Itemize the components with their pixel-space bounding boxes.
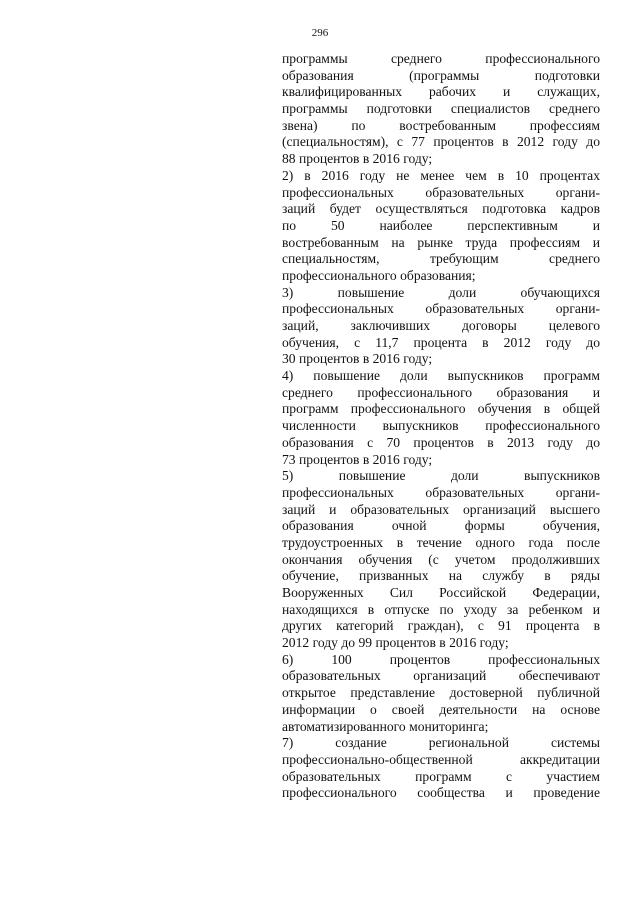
text-line: заций и образовательных организаций высшего	[282, 501, 600, 517]
text-column	[282, 51, 600, 802]
paragraph	[282, 51, 600, 168]
text-line: численности выпускников профессионального	[282, 418, 600, 434]
text-line: трудоустроенных в течение одного года после	[282, 534, 600, 550]
paragraph	[282, 285, 600, 368]
text-line: 7) создание региональной системы	[282, 735, 600, 751]
text-line: информации о своей деятельности на основе	[282, 701, 600, 717]
text-line: образования очной формы обучения,	[282, 518, 600, 534]
text-line: профессионально-общественной аккредитации	[282, 751, 600, 767]
text-line: обучение, призванных на службу в ряды	[282, 568, 600, 584]
paragraph	[282, 368, 600, 468]
text-line: профессионального образования;	[282, 267, 476, 283]
paragraph	[282, 468, 600, 652]
text-line: обучения, с 11,7 процента в 2012 году до	[282, 334, 600, 350]
text-line: звена) по востребованным профессиям	[282, 117, 600, 133]
text-line: программы среднего профессионального	[282, 51, 600, 66]
text-line: профессиональных образовательных органи-	[282, 301, 600, 317]
text-line: программ профессионального обучения в общей	[282, 401, 600, 417]
text-line: профессиональных образовательных органи-	[282, 184, 600, 200]
page-number: 296	[311, 27, 329, 39]
text-line: открытое представление достоверной публичной	[282, 685, 600, 701]
text-line: заций, заключивших договоры целевого	[282, 318, 600, 333]
text-line: 4) повышение доли выпускников программ	[282, 368, 600, 384]
text-line: 2) в 2016 году не менее чем в 10 процентах	[282, 167, 600, 183]
text-line: квалифицированных рабочих и служащих,	[282, 84, 600, 100]
text-line: (специальностям), с 77 процентов в 2012 году до	[282, 134, 600, 150]
text-line: образования с 70 процентов в 2013 году до	[282, 434, 600, 450]
text-line: среднего профессионального образования и	[282, 384, 600, 400]
text-line: специальностям, требующим среднего	[282, 251, 600, 267]
text-line: 73 процентов в 2016 году;	[282, 451, 433, 467]
paragraph	[282, 652, 600, 735]
text-line: программы подготовки специалистов среднего	[282, 101, 600, 117]
text-line: востребованным на рынке труда профессиям и	[282, 234, 600, 250]
text-line: других категорий граждан), с 91 процента в	[282, 618, 600, 634]
text-line: профессионального сообщества и проведение	[282, 785, 600, 801]
text-line: заций будет осуществляться подготовка кадров	[282, 201, 600, 217]
text-line: образовательных организаций обеспечивают	[282, 668, 600, 684]
text-line: Вооруженных Сил Российской Федерации,	[282, 585, 600, 600]
text-line: образования (программы подготовки	[282, 67, 600, 83]
text-line: находящихся в отпуске по уходу за ребенком и	[282, 601, 600, 617]
text-line: по 50 наиболее перспективным и	[282, 217, 600, 233]
text-line: 2012 году до 99 процентов в 2016 году;	[282, 635, 509, 651]
text-line: 3) повышение доли обучающихся	[282, 284, 600, 300]
text-line: окончания обучения (с учетом продолживших	[282, 551, 600, 567]
text-line: 5) повышение доли выпускников	[282, 468, 600, 484]
text-line: 88 процентов в 2016 году;	[282, 151, 433, 167]
paragraph	[282, 168, 600, 285]
text-line: 30 процентов в 2016 году;	[282, 351, 433, 367]
text-line: образовательных программ с участием	[282, 768, 600, 784]
text-line: профессиональных образовательных органи-	[282, 484, 600, 500]
text-line: автоматизированного мониторинга;	[282, 718, 489, 734]
text-line: 6) 100 процентов профессиональных	[282, 651, 600, 667]
paragraph	[282, 735, 600, 802]
